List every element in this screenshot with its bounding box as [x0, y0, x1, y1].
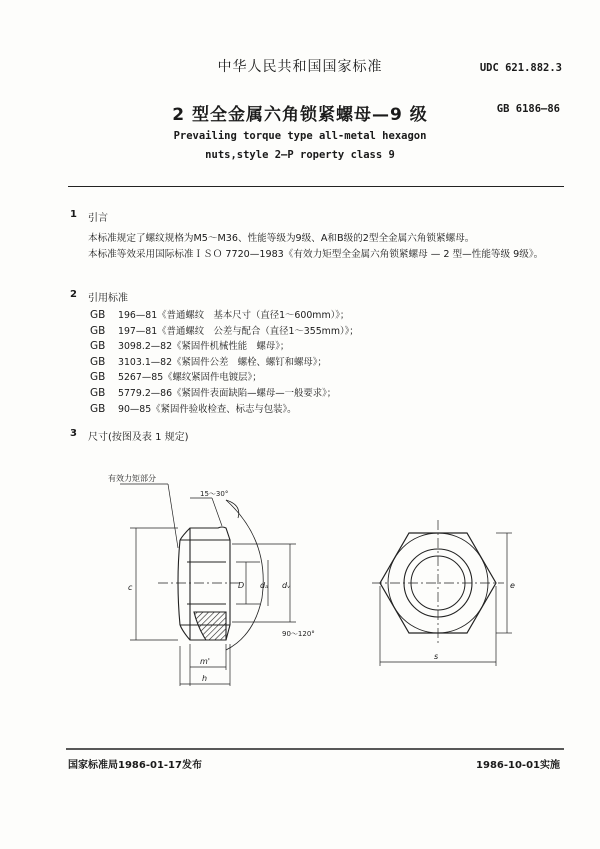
reference-item: GB 90—85《紧固件验收检查、标志与包装》。 — [90, 402, 297, 415]
reference-item: GB 196—81《普通螺纹 基本尺寸（直径1～600mm）》； — [90, 309, 350, 321]
section-1-title: 引言 — [88, 213, 108, 224]
label-angle-top: 15～30° — [200, 490, 229, 498]
reference-item: GB 3103.1—82《紧固件公差 螺栓、螺钉和螺母》； — [90, 355, 327, 368]
section-1-paragraph-2: 本标准等效采用国际标准ＩＳＯ 7720—1983《有效力矩型全金属六角锁紧螺母 — 2 型—性能等级 9级》。 — [88, 249, 544, 260]
section-2-title: 引用标准 — [88, 293, 128, 304]
label-dim-m: m' — [200, 657, 210, 666]
reference-item: GB 5779.2—86《紧固件表面缺陷—螺母—一般要求》； — [90, 386, 337, 399]
section-1-number: 1 — [70, 209, 77, 220]
section-1-paragraph-1: 本标准规定了螺纹规格为M5～M36、性能等级为9级、A和B级的2型全金属六角锁紧螺母。 — [88, 233, 475, 244]
section-2-number: 2 — [70, 289, 77, 300]
label-dim-c: c — [128, 583, 133, 592]
side-view — [120, 484, 296, 686]
effective-date: 1986-10-01实施 — [476, 760, 560, 771]
reference-item: GB 197—81《普通螺纹 公差与配合（直径1～355mm）》； — [90, 324, 359, 337]
label-dim-h: h — [202, 674, 208, 683]
label-angle-bottom: 90～120° — [282, 630, 315, 638]
standard-title-cn: 2 型全金属六角锁紧螺母—9 级 — [172, 105, 428, 125]
front-view-hexagon — [372, 520, 512, 666]
gb-number: GB 6186—86 — [496, 103, 560, 115]
reference-item: GB 3098.2—82《紧固件机械性能 螺母》； — [90, 340, 290, 353]
label-dim-dw: dᵥ — [282, 581, 291, 590]
standard-title-en-line2: nuts,style 2—P roperty class 9 — [205, 149, 395, 161]
section-3-number: 3 — [70, 428, 77, 439]
reference-item: GB 5267—85《螺纹紧固件电镀层》； — [90, 371, 262, 384]
label-torque-part: 有效力矩部分 — [108, 474, 156, 483]
issue-date: 国家标准局1986-01-17发布 — [68, 760, 202, 771]
standard-title-en-line1: Prevailing torque type all-metal hexagon — [173, 130, 427, 142]
section-3-title: 尺寸(按图及表 1 规定) — [88, 432, 189, 443]
label-dim-e: e — [510, 581, 515, 590]
label-dim-D: D — [238, 581, 245, 590]
issuing-authority: 中华人民共和国国家标准 — [217, 59, 383, 75]
label-dim-s: s — [434, 652, 439, 661]
label-dim-da: dₐ — [260, 581, 269, 590]
udc-number: UDC 621.882.3 — [479, 62, 562, 74]
